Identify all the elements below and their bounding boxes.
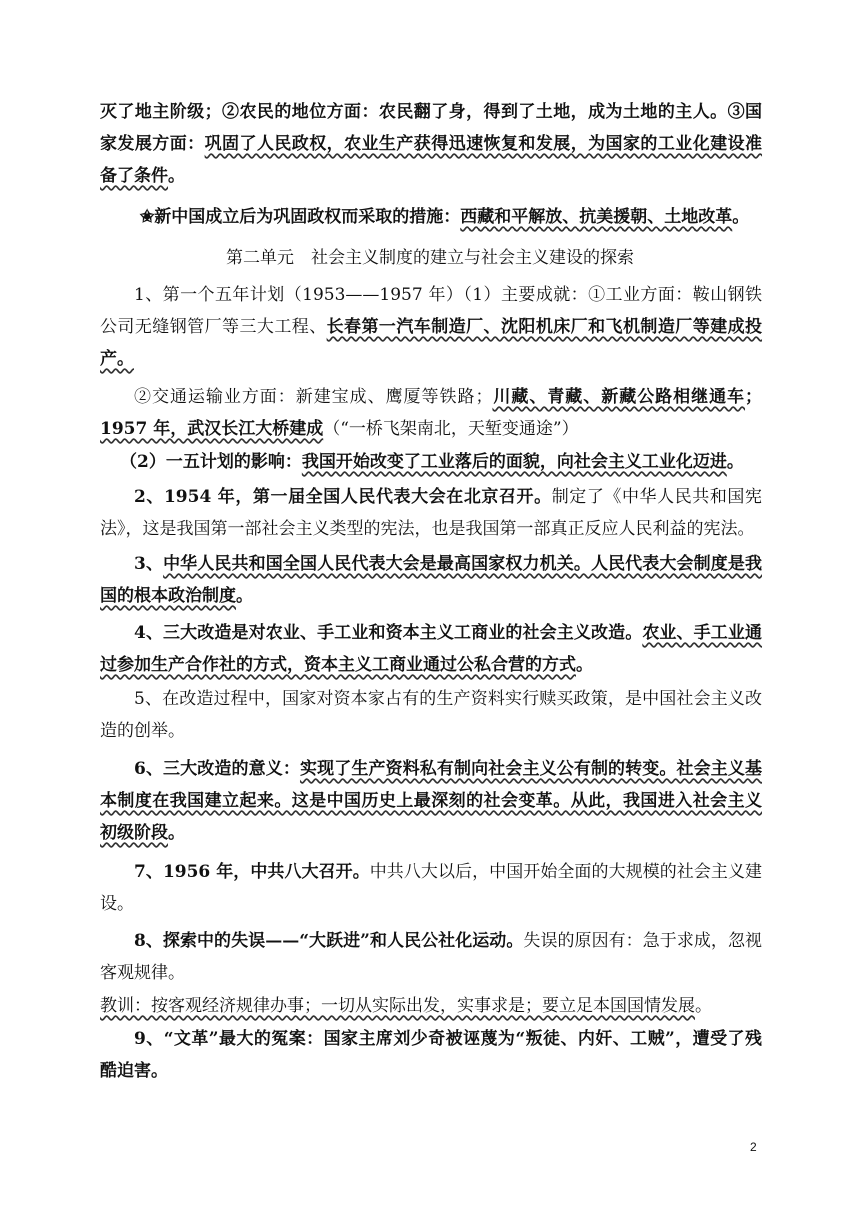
underlined-text: 中华人民共和国全国人民代表大会是最高国家权力机关。人民代表大会制度是我国的根本政治制度 (100, 554, 762, 606)
paragraph-first-five-year-plan (100, 279, 762, 375)
text: ； (745, 387, 763, 407)
text: 失误的原因有：急于求成，忽视客观规律。 (100, 931, 763, 983)
text: 7、1956 年，中共八大召开。 (134, 862, 370, 882)
text: 。 (576, 655, 593, 675)
text: （“一桥飞架南北，天堑变通途”） (323, 419, 579, 439)
text: 。 (732, 207, 750, 227)
paragraph-transport (100, 381, 762, 445)
underlined-text: 长春第一汽车制造厂、沈阳机床厂和飞机制造厂等建成投产。 (100, 317, 763, 369)
paragraph-lessons (100, 990, 762, 1022)
text: 。 (236, 586, 253, 606)
paragraph-transformation-significance (100, 753, 762, 849)
text: 9、“文革”最大的冤案：国家主席刘少奇被诬蔑为“叛徒、内奸、工贼”，遭受了残酷迫害。 (100, 1029, 762, 1081)
underlined-text: 农业、手工业通过参加生产合作社的方式，资本主义工商业通过公私合营的方式 (100, 623, 763, 675)
underlined-text: 巩固了人民政权，农业生产获得迅速恢复和发展，为国家的工业化建设准备了条件 (100, 134, 763, 186)
paragraph-three-transformations (100, 617, 762, 681)
paragraph-land-reform-significance (100, 96, 762, 192)
paragraph-redemption-policy (100, 683, 762, 747)
text: 制定了《中华人民共和国宪法》，这是我国第一部社会主义类型的宪法，也是我国第一部真正反应人民利益的宪法。 (100, 487, 762, 539)
unit-title: 第二单元 社会主义制度的建立与社会主义建设的探索 (226, 248, 634, 268)
text: 4、三大改造是对农业、手工业和资本主义工商业的社会主义改造。 (134, 623, 643, 643)
page-number: 2 (750, 1140, 757, 1154)
text: 6、三大改造的意义： (134, 759, 300, 779)
text: 。 (726, 452, 744, 472)
text: 8、探索中的失误——“大跃进”和人民公社化运动。 (134, 931, 524, 951)
text: 灭了地主阶级；②农民的地位方面：农民翻了身，得到了土地，成为土地的主人。③国家发展方面： (100, 102, 762, 154)
underlined-text: 实现了生产资料私有制向社会主义公有制的转变。社会主义基本制度在我国建立起来。这是中国历史上最深刻的社会变革。从此，我国进入社会主义初级阶段 (100, 759, 762, 843)
paragraph-eighth-congress (100, 856, 762, 920)
text: ✬新中国成立后为巩固政权而采取的措施： (140, 207, 461, 227)
text: （2）一五计划的影响： (120, 452, 302, 472)
paragraph-npc-system (100, 548, 762, 612)
paragraph-mistakes (100, 925, 762, 989)
paragraph-plan-impact (120, 446, 762, 478)
text: 中共八大以后，中国开始全面的大规模的社会主义建设。 (100, 862, 763, 914)
text: 1、第一个五年计划（1953——1957 年）（1）主要成就：①工业方面：鞍山钢铁公司无缝钢管厂等三大工程、 (100, 285, 762, 337)
underlined-text: 川藏、青藏、新藏公路相继通车 (492, 387, 746, 407)
text: 3、 (134, 554, 164, 574)
text: 2、1954 年，第一届全国人民代表大会在北京召开。 (134, 487, 552, 507)
paragraph-consolidation-measures (100, 201, 762, 233)
underlined-text: 1957 年，武汉长江大桥建成 (100, 419, 324, 439)
paragraph-first-npc (100, 481, 762, 545)
text: 。 (695, 996, 712, 1016)
underlined-text: 西藏和平解放、抗美援朝、土地改革 (460, 207, 733, 227)
paragraph-cultural-revolution (100, 1023, 762, 1087)
text: ②交通运输业方面：新建宝成、鹰厦等铁路； (134, 387, 493, 407)
text: 。 (168, 823, 185, 843)
text: 5、在改造过程中，国家对资本家占有的生产资料实行赎买政策，是中国社会主义改造的创举。 (100, 689, 762, 741)
text: 。 (168, 166, 185, 186)
underlined-text: 我国开始改变了工业落后的面貌，向社会主义工业化迈进 (301, 452, 727, 472)
underlined-text: 教训：按客观经济规律办事；一切从实际出发，实事求是；要立足本国国情发展 (100, 996, 695, 1016)
